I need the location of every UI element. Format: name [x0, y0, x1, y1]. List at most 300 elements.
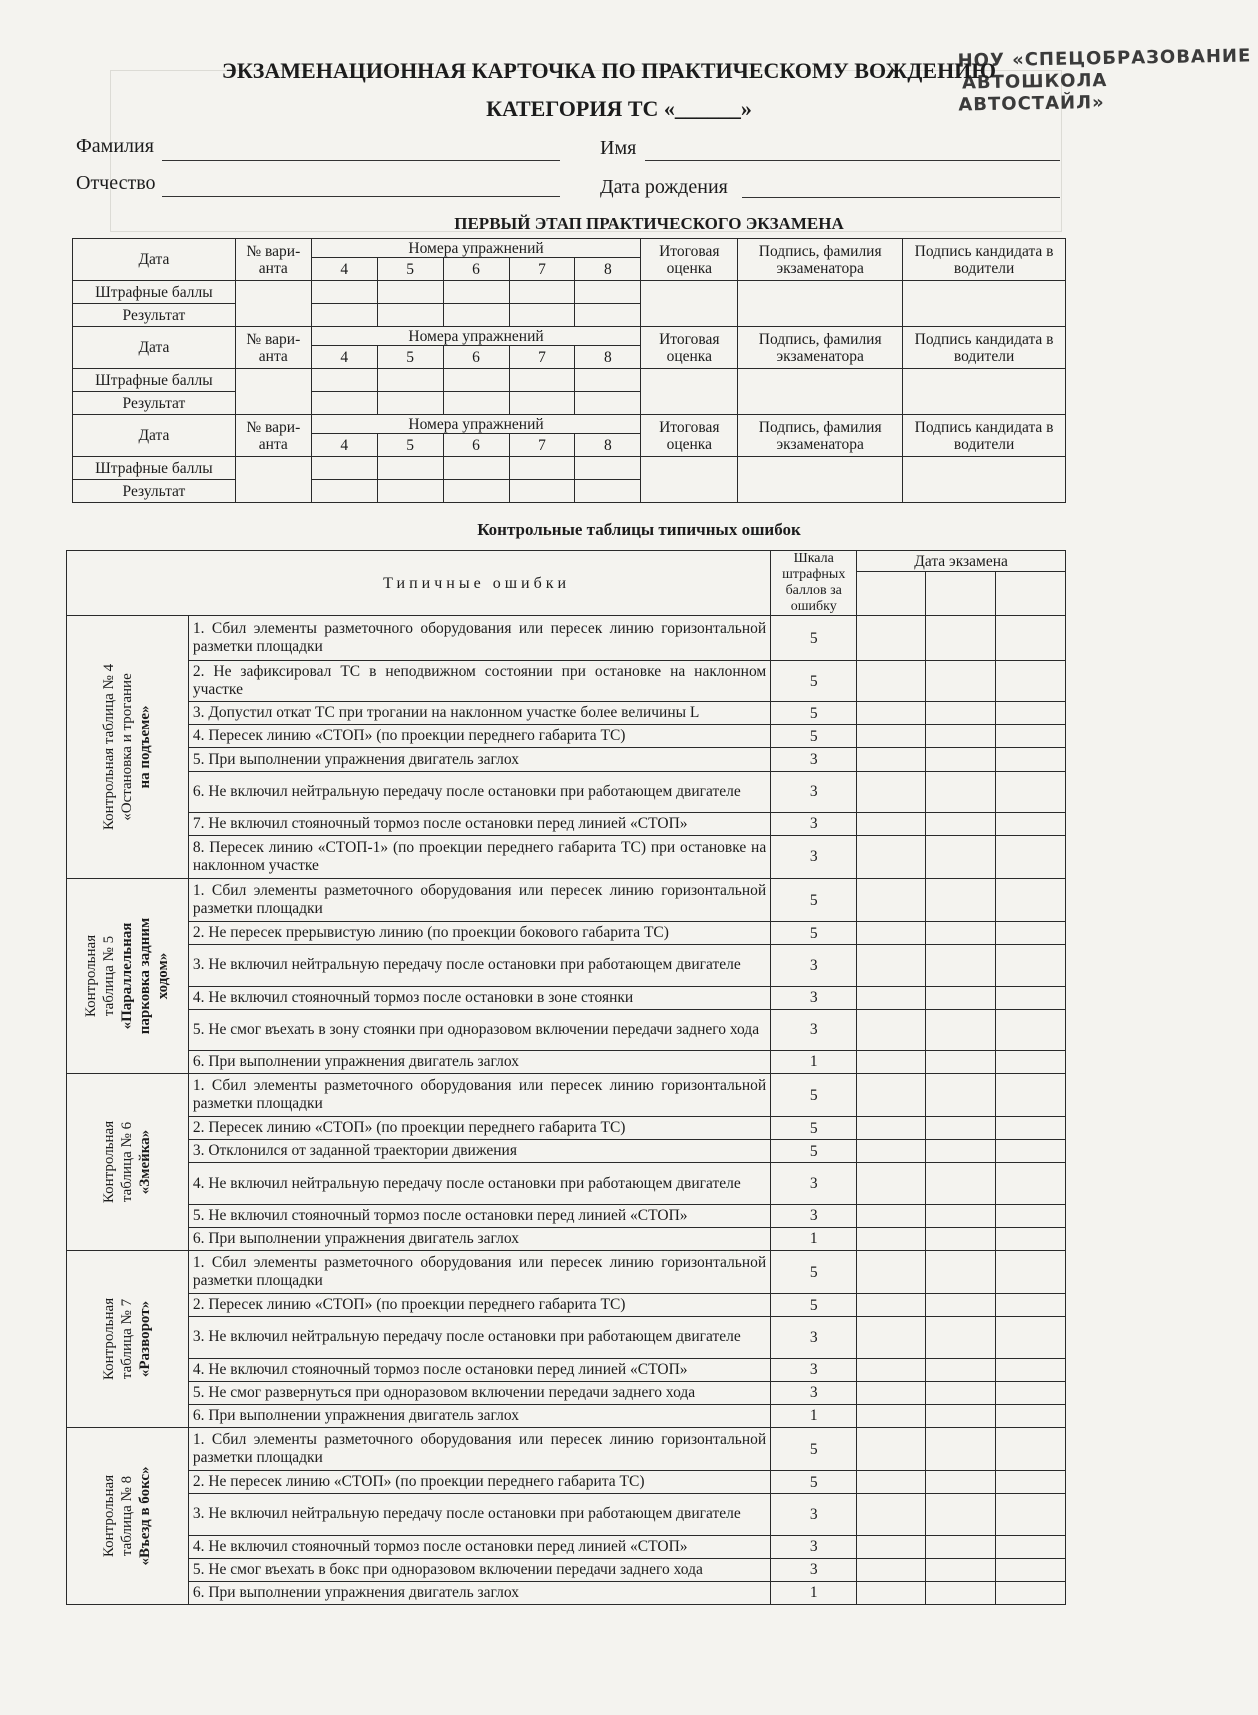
mark-cell[interactable]: [857, 1581, 926, 1604]
mark-cell[interactable]: [926, 1581, 996, 1604]
mark-cell[interactable]: [926, 771, 996, 812]
result-label: Результат: [73, 304, 236, 327]
mark-cell[interactable]: [926, 1117, 996, 1140]
exercises-header: Номера упражнений: [311, 239, 641, 258]
birthdate-field[interactable]: [742, 197, 1060, 198]
control-table-label-line: «Въезд в бокс»: [137, 1466, 154, 1566]
mark-cell[interactable]: [857, 1317, 926, 1358]
mark-cell[interactable]: [857, 1140, 926, 1163]
mark-cell[interactable]: [996, 1117, 1066, 1140]
exercise-penalty-cell[interactable]: [575, 457, 641, 480]
control-table-label-line: таблица № 8: [119, 1475, 136, 1557]
penalty-points: 3: [771, 1358, 857, 1381]
penalty-label: Штрафные баллы: [73, 281, 236, 304]
error-description: 1. Сбил элементы разметочного оборудования или пересек линию горизонтальной разметки площадки: [188, 1074, 770, 1117]
error-row: [67, 1428, 1066, 1471]
mark-cell[interactable]: [857, 879, 926, 922]
mark-cell[interactable]: [857, 1428, 926, 1471]
control-table-label-line: на подъеме»: [137, 705, 154, 789]
bleed-through-text: [110, 70, 1062, 232]
mark-cell[interactable]: [857, 1558, 926, 1581]
exercise-result-cell[interactable]: [443, 480, 509, 503]
candidate-header: Подпись кандидата в водители: [903, 415, 1066, 457]
error-row: [67, 1535, 1066, 1558]
error-description: 6. При выполнении упражнения двигатель заглох: [188, 1581, 770, 1604]
mark-cell[interactable]: [996, 725, 1066, 748]
exercises-header: Номера упражнений: [311, 415, 641, 434]
stage1-title: ПЕРВЫЙ ЭТАП ПРАКТИЧЕСКОГО ЭКЗАМЕНА: [454, 214, 844, 233]
control-table-label-line: «Змейка»: [137, 1129, 154, 1195]
mark-cell[interactable]: [857, 702, 926, 725]
exercise-result-cell[interactable]: [377, 480, 443, 503]
mark-cell[interactable]: [926, 1404, 996, 1427]
result-label: Результат: [73, 480, 236, 503]
penalty-points: 3: [771, 1317, 857, 1358]
error-row: [67, 1227, 1066, 1250]
mark-cell[interactable]: [926, 1009, 996, 1050]
exercise-penalty-cell[interactable]: [443, 281, 509, 304]
error-row: [67, 1358, 1066, 1381]
penalty-points: 5: [771, 1471, 857, 1494]
mark-cell[interactable]: [926, 1535, 996, 1558]
error-row: [67, 725, 1066, 748]
mark-cell[interactable]: [996, 835, 1066, 878]
exam-date-cell[interactable]: [857, 572, 926, 616]
penalty-points: 3: [771, 835, 857, 878]
exercise-number: 8: [575, 258, 641, 281]
exercise-number: 6: [443, 258, 509, 281]
mark-cell[interactable]: [857, 1494, 926, 1535]
control-table-label-line: Контрольная: [83, 934, 100, 1018]
mark-cell[interactable]: [996, 879, 1066, 922]
control-table-label: [67, 1074, 189, 1251]
exercise-penalty-cell[interactable]: [443, 369, 509, 392]
mark-cell[interactable]: [857, 945, 926, 986]
error-description: 4. Не включил стояночный тормоз после остановки перед линией «СТОП»: [188, 1358, 770, 1381]
penalty-points: 5: [771, 879, 857, 922]
penalty-points: 5: [771, 1074, 857, 1117]
control-table-label-line: таблица № 6: [119, 1121, 136, 1203]
error-row: [67, 1471, 1066, 1494]
error-description: 5. При выполнении упражнения двигатель заглох: [188, 748, 770, 771]
mark-cell[interactable]: [996, 1227, 1066, 1250]
examiner-cell[interactable]: [738, 457, 903, 503]
name-field[interactable]: [645, 160, 1060, 161]
penalty-label: Штрафные баллы: [73, 369, 236, 392]
mark-cell[interactable]: [926, 945, 996, 986]
penalty-points: 5: [771, 922, 857, 945]
examiner-cell[interactable]: [738, 281, 903, 327]
name-label: Имя: [600, 137, 637, 159]
mark-cell[interactable]: [926, 1294, 996, 1317]
error-row: [67, 1381, 1066, 1404]
mark-cell[interactable]: [926, 986, 996, 1009]
mark-cell[interactable]: [857, 771, 926, 812]
penalty-points: 5: [771, 1251, 857, 1294]
exam-date-header: Дата экзамена: [857, 551, 1066, 572]
exercise-penalty-cell[interactable]: [377, 369, 443, 392]
mark-cell[interactable]: [996, 922, 1066, 945]
penalty-points: 1: [771, 1227, 857, 1250]
mark-cell[interactable]: [926, 1074, 996, 1117]
variant-cell[interactable]: [235, 281, 311, 327]
penalty-points: 3: [771, 1163, 857, 1204]
exercise-number: 8: [575, 346, 641, 369]
mark-cell[interactable]: [996, 1050, 1066, 1073]
penalty-points: 3: [771, 748, 857, 771]
mark-cell[interactable]: [857, 1381, 926, 1404]
error-description: 3. Не включил нейтральную передачу после остановки при работающем двигателе: [188, 945, 770, 986]
mark-cell[interactable]: [926, 1251, 996, 1294]
penalty-points: 3: [771, 1009, 857, 1050]
error-row: [67, 1140, 1066, 1163]
surname-label: Фамилия: [76, 135, 154, 157]
exercise-number: 7: [509, 434, 575, 457]
error-description: 6. При выполнении упражнения двигатель заглох: [188, 1050, 770, 1073]
mark-cell[interactable]: [857, 812, 926, 835]
mark-cell[interactable]: [857, 1204, 926, 1227]
exercise-number: 5: [377, 346, 443, 369]
penalty-points: 5: [771, 1294, 857, 1317]
mark-cell[interactable]: [857, 1404, 926, 1427]
penalty-points: 3: [771, 1381, 857, 1404]
penalty-points: 3: [771, 1494, 857, 1535]
control-table-label: [67, 616, 189, 879]
error-description: 3. Допустил откат ТС при трогании на наклонном участке более величины L: [188, 702, 770, 725]
error-row: [67, 1404, 1066, 1427]
error-row: [67, 1204, 1066, 1227]
penalty-points: 5: [771, 725, 857, 748]
error-description: 2. Пересек линию «СТОП» (по проекции переднего габарита ТС): [188, 1117, 770, 1140]
error-description: 3. Отклонился от заданной траектории движения: [188, 1140, 770, 1163]
exercise-penalty-cell[interactable]: [509, 457, 575, 480]
error-description: 6. При выполнении упражнения двигатель заглох: [188, 1227, 770, 1250]
variant-header: № вари- анта: [235, 327, 311, 369]
error-description: 5. Не включил стояночный тормоз после остановки перед линией «СТОП»: [188, 1204, 770, 1227]
control-table-label-line: ходом»: [155, 952, 172, 1000]
mark-cell[interactable]: [996, 1204, 1066, 1227]
error-row: [67, 1294, 1066, 1317]
error-description: 5. Не смог развернуться при одноразовом включении передачи заднего хода: [188, 1381, 770, 1404]
mark-cell[interactable]: [926, 1558, 996, 1581]
mark-cell[interactable]: [996, 1535, 1066, 1558]
errors-header: Типичные ошибки: [67, 551, 771, 616]
error-description: 2. Не пересек линию «СТОП» (по проекции переднего габарита ТС): [188, 1471, 770, 1494]
error-description: 7. Не включил стояночный тормоз после остановки перед линией «СТОП»: [188, 812, 770, 835]
result-label: Результат: [73, 392, 236, 415]
candidate-header: Подпись кандидата в водители: [903, 239, 1066, 281]
mark-cell[interactable]: [926, 1471, 996, 1494]
exercise-result-cell[interactable]: [575, 304, 641, 327]
penalty-points: 5: [771, 616, 857, 661]
error-description: 4. Не включил стояночный тормоз после остановки в зоне стоянки: [188, 986, 770, 1009]
exam-date-cell[interactable]: [996, 572, 1066, 616]
error-row: [67, 1050, 1066, 1073]
mark-cell[interactable]: [926, 702, 996, 725]
mark-cell[interactable]: [857, 1074, 926, 1117]
mark-cell[interactable]: [996, 1471, 1066, 1494]
candidate-header: Подпись кандидата в водители: [903, 327, 1066, 369]
exercise-result-cell[interactable]: [311, 480, 377, 503]
final-grade-cell[interactable]: [641, 369, 738, 415]
exercise-penalty-cell[interactable]: [311, 457, 377, 480]
error-description: 1. Сбил элементы разметочного оборудования или пересек линию горизонтальной разметки площадки: [188, 616, 770, 661]
error-row: [67, 1074, 1066, 1117]
examiner-header: Подпись, фамилия экзаменатора: [738, 239, 903, 281]
mark-cell[interactable]: [926, 748, 996, 771]
control-table-label-line: Контрольная таблица № 4: [101, 663, 118, 831]
error-description: 6. Не включил нейтральную передачу после остановки при работающем двигателе: [188, 771, 770, 812]
mark-cell[interactable]: [926, 922, 996, 945]
mark-cell[interactable]: [996, 945, 1066, 986]
penalty-label: Штрафные баллы: [73, 457, 236, 480]
error-row: [67, 1581, 1066, 1604]
mark-cell[interactable]: [857, 1009, 926, 1050]
error-description: 5. Не смог въехать в бокс при одноразовом включении передачи заднего хода: [188, 1558, 770, 1581]
examiner-cell[interactable]: [738, 369, 903, 415]
mark-cell[interactable]: [857, 1050, 926, 1073]
error-row: [67, 835, 1066, 878]
mark-cell[interactable]: [857, 922, 926, 945]
exercise-result-cell[interactable]: [575, 480, 641, 503]
exercise-penalty-cell[interactable]: [311, 369, 377, 392]
error-description: 4. Не включил стояночный тормоз после остановки перед линией «СТОП»: [188, 1535, 770, 1558]
exercise-penalty-cell[interactable]: [311, 281, 377, 304]
school-stamp: НОУ «СПЕЦОБРАЗОВАНИЕ АВТОШКОЛА АВТОСТАЙЛ»: [957, 45, 1252, 116]
error-description: 3. Не включил нейтральную передачу после остановки при работающем двигателе: [188, 1494, 770, 1535]
mark-cell[interactable]: [926, 1140, 996, 1163]
control-table-label-line: «Параллельная: [119, 922, 136, 1030]
exercises-header: Номера упражнений: [311, 327, 641, 346]
error-row: [67, 1251, 1066, 1294]
exercise-result-cell[interactable]: [377, 392, 443, 415]
penalty-points: 3: [771, 945, 857, 986]
penalty-points: 5: [771, 661, 857, 702]
candidate-cell[interactable]: [903, 281, 1066, 327]
mark-cell[interactable]: [996, 1009, 1066, 1050]
exercise-number: 8: [575, 434, 641, 457]
exercise-result-cell[interactable]: [311, 392, 377, 415]
mark-cell[interactable]: [996, 1140, 1066, 1163]
error-row: [67, 702, 1066, 725]
mark-cell[interactable]: [926, 1381, 996, 1404]
error-row: [67, 945, 1066, 986]
error-row: [67, 1558, 1066, 1581]
penalty-points: 5: [771, 1428, 857, 1471]
exercise-result-cell[interactable]: [509, 480, 575, 503]
control-table-label-line: таблица № 7: [119, 1298, 136, 1380]
mark-cell[interactable]: [857, 1294, 926, 1317]
error-row: [67, 1117, 1066, 1140]
mark-cell[interactable]: [996, 1581, 1066, 1604]
mark-cell[interactable]: [926, 1163, 996, 1204]
exercise-number: 7: [509, 346, 575, 369]
mark-cell[interactable]: [926, 1428, 996, 1471]
penalty-points: 1: [771, 1581, 857, 1604]
mark-cell[interactable]: [926, 879, 996, 922]
penalty-points: 5: [771, 1140, 857, 1163]
mark-cell[interactable]: [926, 661, 996, 702]
mark-cell[interactable]: [857, 661, 926, 702]
card-title: ЭКЗАМЕНАЦИОННАЯ КАРТОЧКА ПО ПРАКТИЧЕСКОМУ ВОЖДЕНИЮ: [221, 58, 997, 83]
variant-cell[interactable]: [235, 457, 311, 503]
mark-cell[interactable]: [996, 1558, 1066, 1581]
error-description: 5. Не смог въехать в зону стоянки при одноразовом включении передачи заднего хода: [188, 1009, 770, 1050]
exercise-number: 6: [443, 434, 509, 457]
error-description: 8. Пересек линию «СТОП-1» (по проекции переднего габарита ТС) при остановке на наклонном участке: [188, 835, 770, 878]
final-grade-cell[interactable]: [641, 281, 738, 327]
control-table-label-line: парковка задним: [137, 917, 154, 1035]
final-grade-header: Итоговая оценка: [641, 239, 738, 281]
mark-cell[interactable]: [996, 812, 1066, 835]
mark-cell[interactable]: [996, 748, 1066, 771]
exercise-result-cell[interactable]: [575, 392, 641, 415]
error-row: [67, 879, 1066, 922]
mark-cell[interactable]: [857, 835, 926, 878]
mark-cell[interactable]: [926, 1358, 996, 1381]
final-grade-header: Итоговая оценка: [641, 415, 738, 457]
variant-header: № вари- анта: [235, 415, 311, 457]
mark-cell[interactable]: [996, 1163, 1066, 1204]
exercise-penalty-cell[interactable]: [509, 369, 575, 392]
surname-field[interactable]: [162, 160, 560, 161]
control-table-label-line: «Остановка и трогание: [119, 673, 136, 821]
exercise-result-cell[interactable]: [509, 392, 575, 415]
mark-cell[interactable]: [857, 1227, 926, 1250]
exercise-number: 5: [377, 434, 443, 457]
mark-cell[interactable]: [926, 1317, 996, 1358]
variant-cell[interactable]: [235, 369, 311, 415]
mark-cell[interactable]: [857, 1251, 926, 1294]
mark-cell[interactable]: [996, 771, 1066, 812]
exercise-result-cell[interactable]: [443, 392, 509, 415]
control-table-label-line: Контрольная: [101, 1120, 118, 1204]
mark-cell[interactable]: [996, 1494, 1066, 1535]
error-row: [67, 1317, 1066, 1358]
mark-cell[interactable]: [857, 1163, 926, 1204]
mark-cell[interactable]: [857, 986, 926, 1009]
mark-cell[interactable]: [926, 616, 996, 661]
date-header: Дата: [73, 327, 236, 369]
exercise-result-cell[interactable]: [377, 304, 443, 327]
exercise-result-cell[interactable]: [509, 304, 575, 327]
error-row: [67, 1494, 1066, 1535]
errors-title: Контрольные таблицы типичных ошибок: [477, 520, 801, 539]
error-description: 3. Не включил нейтральную передачу после остановки при работающем двигателе: [188, 1317, 770, 1358]
error-row: [67, 1163, 1066, 1204]
date-header: Дата: [73, 239, 236, 281]
exercise-number: 7: [509, 258, 575, 281]
error-row: [67, 922, 1066, 945]
variant-header: № вари- анта: [235, 239, 311, 281]
exercise-result-cell[interactable]: [311, 304, 377, 327]
error-description: 2. Не пересек прерывистую линию (по проекции бокового габарита ТС): [188, 922, 770, 945]
exercise-number: 4: [311, 434, 377, 457]
error-row: [67, 748, 1066, 771]
mark-cell[interactable]: [996, 1294, 1066, 1317]
mark-cell[interactable]: [857, 1535, 926, 1558]
errors-table: [66, 550, 1066, 1605]
error-description: 1. Сбил элементы разметочного оборудования или пересек линию горизонтальной разметки площадки: [188, 879, 770, 922]
mark-cell[interactable]: [926, 1204, 996, 1227]
mark-cell[interactable]: [996, 661, 1066, 702]
control-table-label-line: таблица № 5: [101, 935, 118, 1017]
control-table-label-line: Контрольная: [101, 1474, 118, 1558]
error-description: 1. Сбил элементы разметочного оборудования или пересек линию горизонтальной разметки площадки: [188, 1251, 770, 1294]
mark-cell[interactable]: [996, 1317, 1066, 1358]
patronymic-field[interactable]: [162, 196, 560, 197]
error-row: [67, 661, 1066, 702]
stage1-table: [72, 238, 1066, 503]
exercise-number: 4: [311, 346, 377, 369]
mark-cell[interactable]: [996, 1358, 1066, 1381]
exercise-penalty-cell[interactable]: [575, 281, 641, 304]
mark-cell[interactable]: [996, 702, 1066, 725]
exercise-result-cell[interactable]: [443, 304, 509, 327]
exam-date-cell[interactable]: [926, 572, 996, 616]
error-description: 2. Пересек линию «СТОП» (по проекции переднего габарита ТС): [188, 1294, 770, 1317]
exercise-penalty-cell[interactable]: [509, 281, 575, 304]
mark-cell[interactable]: [926, 812, 996, 835]
exercise-penalty-cell[interactable]: [575, 369, 641, 392]
mark-cell[interactable]: [996, 616, 1066, 661]
penalty-points: 3: [771, 1558, 857, 1581]
candidate-cell[interactable]: [903, 457, 1066, 503]
patronymic-label: Отчество: [76, 172, 156, 194]
mark-cell[interactable]: [926, 1494, 996, 1535]
date-header: Дата: [73, 415, 236, 457]
mark-cell[interactable]: [857, 1117, 926, 1140]
error-row: [67, 986, 1066, 1009]
scale-header: Шкала штрафных баллов за ошибку: [771, 551, 857, 616]
mark-cell[interactable]: [857, 616, 926, 661]
mark-cell[interactable]: [857, 1358, 926, 1381]
mark-cell[interactable]: [996, 1074, 1066, 1117]
control-table-label: [67, 1428, 189, 1605]
exercise-penalty-cell[interactable]: [377, 457, 443, 480]
error-description: 4. Пересек линию «СТОП» (по проекции переднего габарита ТС): [188, 725, 770, 748]
mark-cell[interactable]: [857, 725, 926, 748]
error-description: 1. Сбил элементы разметочного оборудования или пересек линию горизонтальной разметки площадки: [188, 1428, 770, 1471]
control-table-label: [67, 879, 189, 1074]
exercise-penalty-cell[interactable]: [377, 281, 443, 304]
final-grade-cell[interactable]: [641, 457, 738, 503]
mark-cell[interactable]: [926, 1050, 996, 1073]
control-table-label-line: Контрольная: [101, 1297, 118, 1381]
candidate-cell[interactable]: [903, 369, 1066, 415]
exercise-number: 4: [311, 258, 377, 281]
control-table-label-line: «Разворот»: [137, 1300, 154, 1378]
mark-cell[interactable]: [996, 1381, 1066, 1404]
mark-cell[interactable]: [996, 1251, 1066, 1294]
mark-cell[interactable]: [926, 725, 996, 748]
birthdate-label: Дата рождения: [600, 176, 728, 198]
mark-cell[interactable]: [857, 748, 926, 771]
mark-cell[interactable]: [996, 986, 1066, 1009]
exercise-number: 6: [443, 346, 509, 369]
error-description: 4. Не включил нейтральную передачу после остановки при работающем двигателе: [188, 1163, 770, 1204]
error-row: [67, 771, 1066, 812]
error-description: 2. Не зафиксировал ТС в неподвижном состоянии при остановке на наклонном участке: [188, 661, 770, 702]
exercise-penalty-cell[interactable]: [443, 457, 509, 480]
mark-cell[interactable]: [857, 1471, 926, 1494]
mark-cell[interactable]: [926, 1227, 996, 1250]
penalty-points: 5: [771, 702, 857, 725]
mark-cell[interactable]: [926, 835, 996, 878]
examiner-header: Подпись, фамилия экзаменатора: [738, 327, 903, 369]
mark-cell[interactable]: [996, 1428, 1066, 1471]
mark-cell[interactable]: [996, 1404, 1066, 1427]
